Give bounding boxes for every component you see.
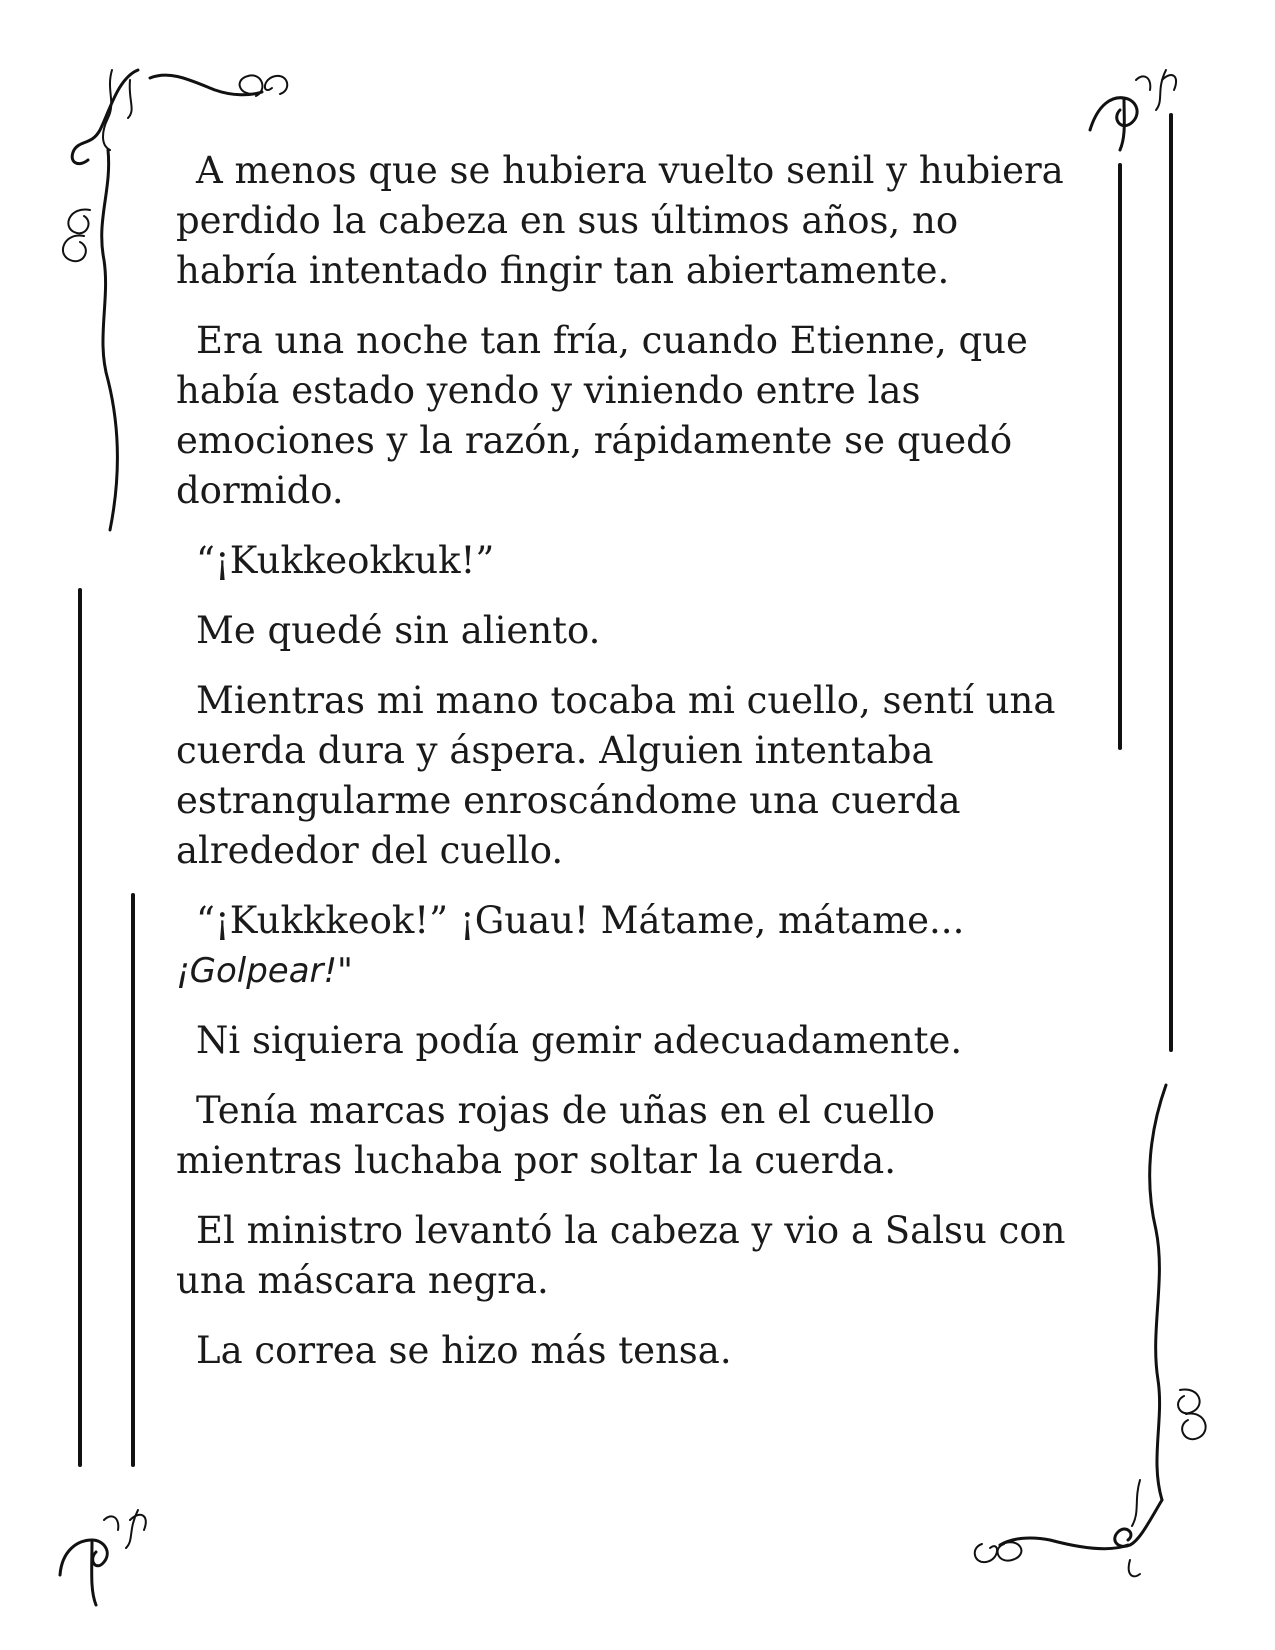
text-line: dormido. [176, 469, 344, 512]
paragraph [176, 1206, 1106, 1306]
text-line: “¡Kukkeokkuk!” [196, 539, 495, 582]
page-body [176, 146, 1106, 1396]
text-line: estrangularme enroscándome una cuerda [176, 779, 961, 822]
paragraph [176, 536, 1106, 586]
text-line-italic: ¡Golpear!" [176, 951, 353, 991]
text-line: habría intentado fingir tan abiertamente. [176, 249, 950, 292]
text-line: Ni siquiera podía gemir adecuadamente. [196, 1019, 963, 1062]
text-line: La correa se hizo más tensa. [196, 1329, 732, 1372]
flourish-ornament-icon [60, 1510, 146, 1605]
text-line: mientras luchaba por soltar la cuerda. [176, 1139, 896, 1182]
text-line: Mientras mi mano tocaba mi cuello, sentí una [196, 679, 1056, 722]
paragraph [176, 676, 1106, 876]
paragraph [176, 1326, 1106, 1376]
paragraph [176, 606, 1106, 656]
text-line: emociones y la razón, rápidamente se quedó [176, 419, 1013, 462]
text-line: cuerda dura y áspera. Alguien intentaba [176, 729, 934, 772]
paragraph [176, 316, 1106, 516]
paragraph [176, 1016, 1106, 1066]
text-line: “¡Kukkkeok!” ¡Guau! Mátame, mátame... [196, 899, 965, 942]
paragraph [176, 1086, 1106, 1186]
text-line: una máscara negra. [176, 1259, 549, 1302]
paragraph [176, 146, 1106, 296]
text-line: Tenía marcas rojas de uñas en el cuello [196, 1089, 935, 1132]
text-line: alrededor del cuello. [176, 829, 564, 872]
text-line: El ministro levantó la cabeza y vio a Salsu con [196, 1209, 1066, 1252]
text-line: había estado yendo y viniendo entre las [176, 369, 921, 412]
text-line: perdido la cabeza en sus últimos años, no [176, 199, 959, 242]
text-line: A menos que se hubiera vuelto senil y hubiera [196, 149, 1064, 192]
paragraph [176, 896, 1106, 996]
text-line: Me quedé sin aliento. [196, 609, 601, 652]
flourish-ornament-icon [1090, 70, 1176, 150]
text-line: Era una noche tan fría, cuando Etienne, que [196, 319, 1028, 362]
